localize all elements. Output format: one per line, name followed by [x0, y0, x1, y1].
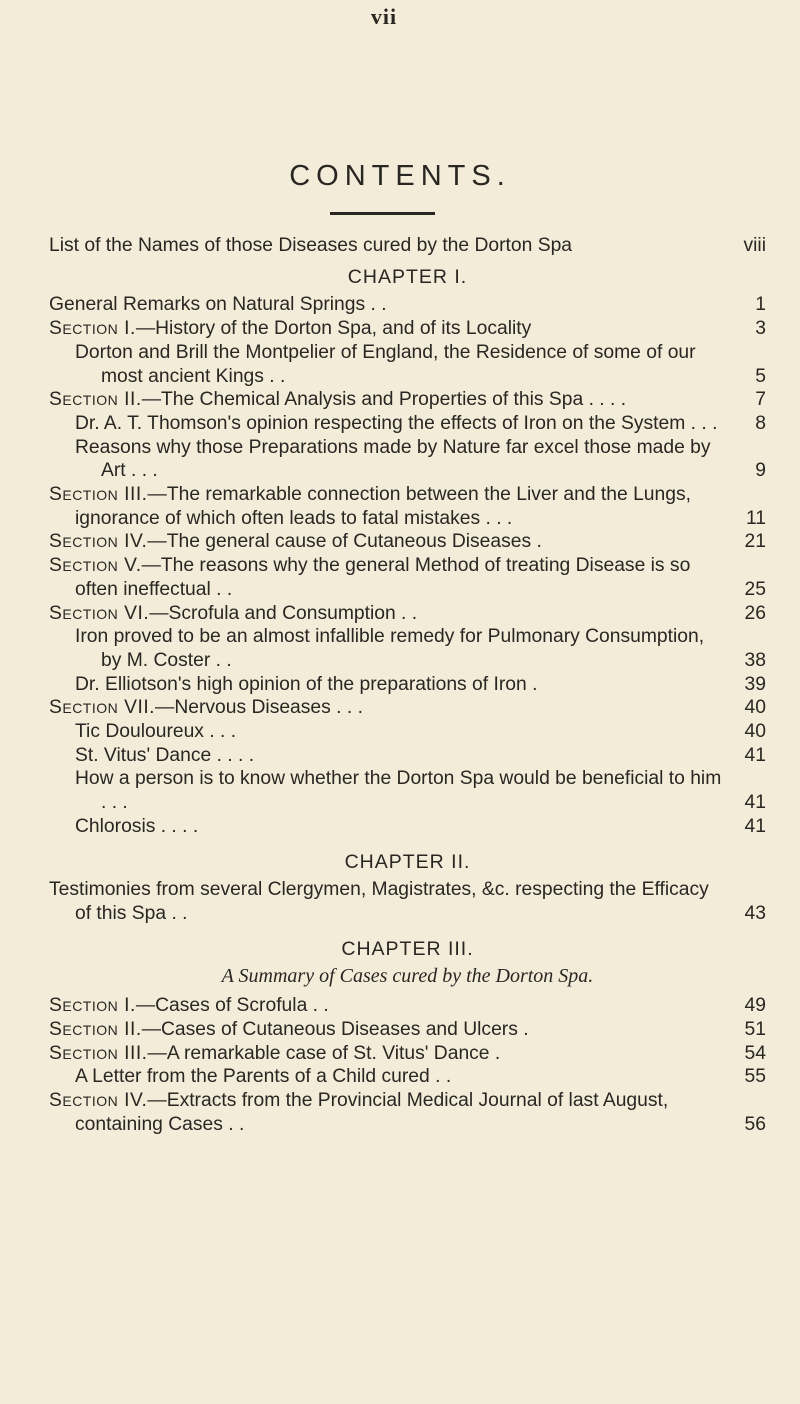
section-label: Section III. [49, 1042, 148, 1064]
toc-entry: Section I.—History of the Dorton Spa, and of its Locality 3 [49, 318, 766, 340]
toc-entry: Tic Douloureux . . . 40 [75, 721, 766, 743]
chapter-2-heading: CHAPTER II. [344, 850, 471, 873]
toc-entry: Dorton and Brill the Montpelier of England, the Residence of some of our most ancient Kings . . 5 [75, 341, 766, 387]
toc-entry: St. Vitus' Dance . . . . 41 [75, 744, 766, 766]
chapter-1-heading: CHAPTER I. [347, 265, 468, 288]
toc-entry-page: viii [743, 235, 766, 256]
toc-entry: A Letter from the Parents of a Child cured . . 55 [75, 1066, 766, 1088]
section-label: Section II. [49, 389, 142, 411]
toc-entry: Chlorosis . . . . 41 [75, 815, 766, 837]
title-rule [330, 212, 435, 215]
toc-entry: Reasons why those Preparations made by Nature far excel those made by Art . . . 9 [75, 436, 766, 482]
toc-entry: Section VII.—Nervous Diseases . . . 40 [49, 697, 766, 719]
section-label: Section III. [49, 484, 148, 506]
toc-entry: Section II.—Cases of Cutaneous Diseases and Ulcers . 51 [49, 1018, 766, 1040]
page-number: vii [370, 4, 398, 29]
toc-entry: Section I.—Cases of Scrofula . . 49 [49, 995, 766, 1017]
section-label: Section IV. [49, 1089, 148, 1111]
table-of-contents [49, 234, 766, 1136]
page-title: CONTENTS. [289, 160, 511, 192]
toc-entry: How a person is to know whether the Dorton Spa would be beneficial to him . . . 41 [75, 768, 766, 814]
section-label: Section VI. [49, 602, 150, 624]
chapter-3-subtitle: A Summary of Cases cured by the Dorton Spa. [221, 965, 594, 988]
section-label: Section IV. [49, 531, 148, 553]
toc-entry: Section III.—A remarkable case of St. Vitus' Dance . 54 [49, 1042, 766, 1064]
toc-entry: Iron proved to be an almost infallible remedy for Pulmonary Consumption, by M. Coster . . 38 [75, 626, 766, 671]
toc-entry: Section V.—The reasons why the general Method of treating Disease is so often ineffectual . . 25 [49, 555, 766, 600]
toc-entry-list-of-names [49, 234, 766, 258]
section-label: Section VII. [49, 697, 156, 719]
toc-entry: Section III.—The remarkable connection between the Liver and the Lungs, ignorance of which often leads to fatal mistakes . . . 11 [49, 484, 766, 529]
toc-entry-text: List of the Names of those Diseases cured by the Dorton Spa [49, 235, 573, 256]
section-label: Section I. [49, 995, 136, 1017]
toc-entry: Section VI.—Scrofula and Consumption . . 26 [49, 602, 766, 624]
toc-entry: Section IV.—Extracts from the Provincial Medical Journal of last August, containing Cases . . 56 [49, 1089, 766, 1135]
section-label: Section II. [49, 1018, 142, 1040]
toc-entry: General Remarks on Natural Springs . . 1 [49, 294, 766, 316]
section-label: Section I. [49, 318, 136, 340]
toc-entry: Dr. Elliotson's high opinion of the preparations of Iron . 39 [75, 673, 766, 695]
toc-entry: Section IV.—The general cause of Cutaneous Diseases . 21 [49, 531, 766, 553]
toc-entry: Dr. A. T. Thomson's opinion respecting the effects of Iron on the System . . . 8 [75, 412, 766, 434]
toc-entry: Section II.—The Chemical Analysis and Properties of this Spa . . . . 7 [49, 389, 766, 411]
chapter-3-heading: CHAPTER III. [341, 937, 474, 960]
section-label: Section V. [49, 555, 142, 577]
toc-entry: Testimonies from several Clergymen, Magistrates, &c. respecting the Efficacy of this Spa . . 43 [49, 879, 766, 924]
